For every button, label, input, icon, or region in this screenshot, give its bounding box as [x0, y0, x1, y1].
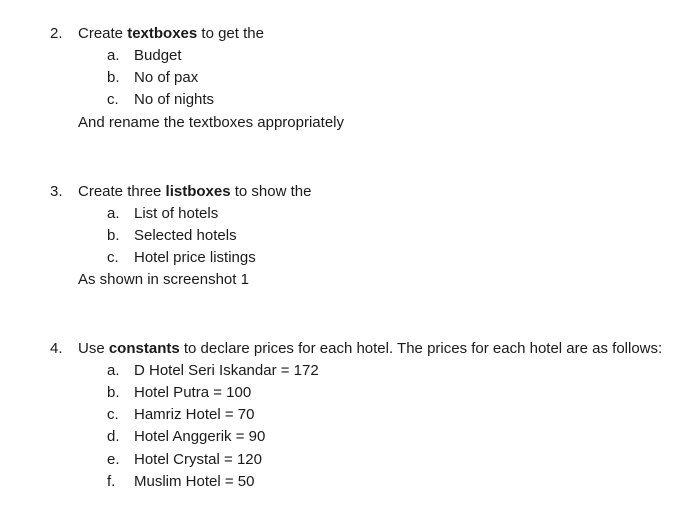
q4-item-text: Hotel Crystal = 120 — [134, 451, 262, 468]
q2-footer: And rename the textboxes appropriately — [78, 114, 344, 131]
q4-item-letter: e. — [107, 451, 120, 468]
q4-item-letter: b. — [107, 384, 120, 401]
q2-heading-post: to get the — [197, 25, 264, 42]
q3-heading — [78, 183, 311, 201]
q4-heading-post: to declare prices for each hotel. The prices for each hotel are as follows: — [179, 340, 663, 357]
q2-heading — [78, 25, 264, 43]
q3-item-text: List of hotels — [134, 205, 219, 222]
q2-heading-pre: Create — [78, 25, 128, 42]
q2-item-letter: a. — [107, 47, 120, 64]
q2-item-text: No of pax — [134, 69, 199, 86]
q4-heading-pre: Use — [78, 340, 109, 357]
q4-item-letter: c. — [107, 406, 119, 423]
q2-number: 2. — [50, 25, 63, 42]
q4-item-letter: f. — [107, 473, 116, 490]
q4-item-letter: a. — [107, 362, 120, 379]
q3-item-text: Hotel price listings — [134, 249, 256, 266]
q2-item-letter: c. — [107, 91, 119, 108]
q3-number: 3. — [50, 183, 63, 200]
q2-heading-bold: textboxes — [127, 25, 198, 42]
q2-item-text: Budget — [134, 47, 182, 64]
q3-item-letter: b. — [107, 227, 120, 244]
q4-item-text: Hamriz Hotel = 70 — [134, 406, 255, 423]
q3-heading-post: to show the — [230, 183, 312, 200]
q3-heading-pre: Create three — [78, 183, 166, 200]
q4-heading — [78, 340, 662, 358]
q4-number: 4. — [50, 340, 63, 357]
q4-item-letter: d. — [107, 428, 120, 445]
q3-footer: As shown in screenshot 1 — [78, 271, 249, 288]
q3-item-text: Selected hotels — [134, 227, 237, 244]
q3-item-letter: a. — [107, 205, 120, 222]
q4-item-text: Muslim Hotel = 50 — [134, 473, 255, 490]
q4-item-text: Hotel Putra = 100 — [134, 384, 252, 401]
q3-heading-bold: listboxes — [165, 183, 231, 200]
q2-item-letter: b. — [107, 69, 120, 86]
q4-item-text: Hotel Anggerik = 90 — [134, 428, 266, 445]
q2-item-text: No of nights — [134, 91, 215, 108]
q4-heading-bold: constants — [108, 340, 180, 357]
q3-item-letter: c. — [107, 249, 119, 266]
q4-item-text: D Hotel Seri Iskandar = 172 — [134, 362, 319, 379]
